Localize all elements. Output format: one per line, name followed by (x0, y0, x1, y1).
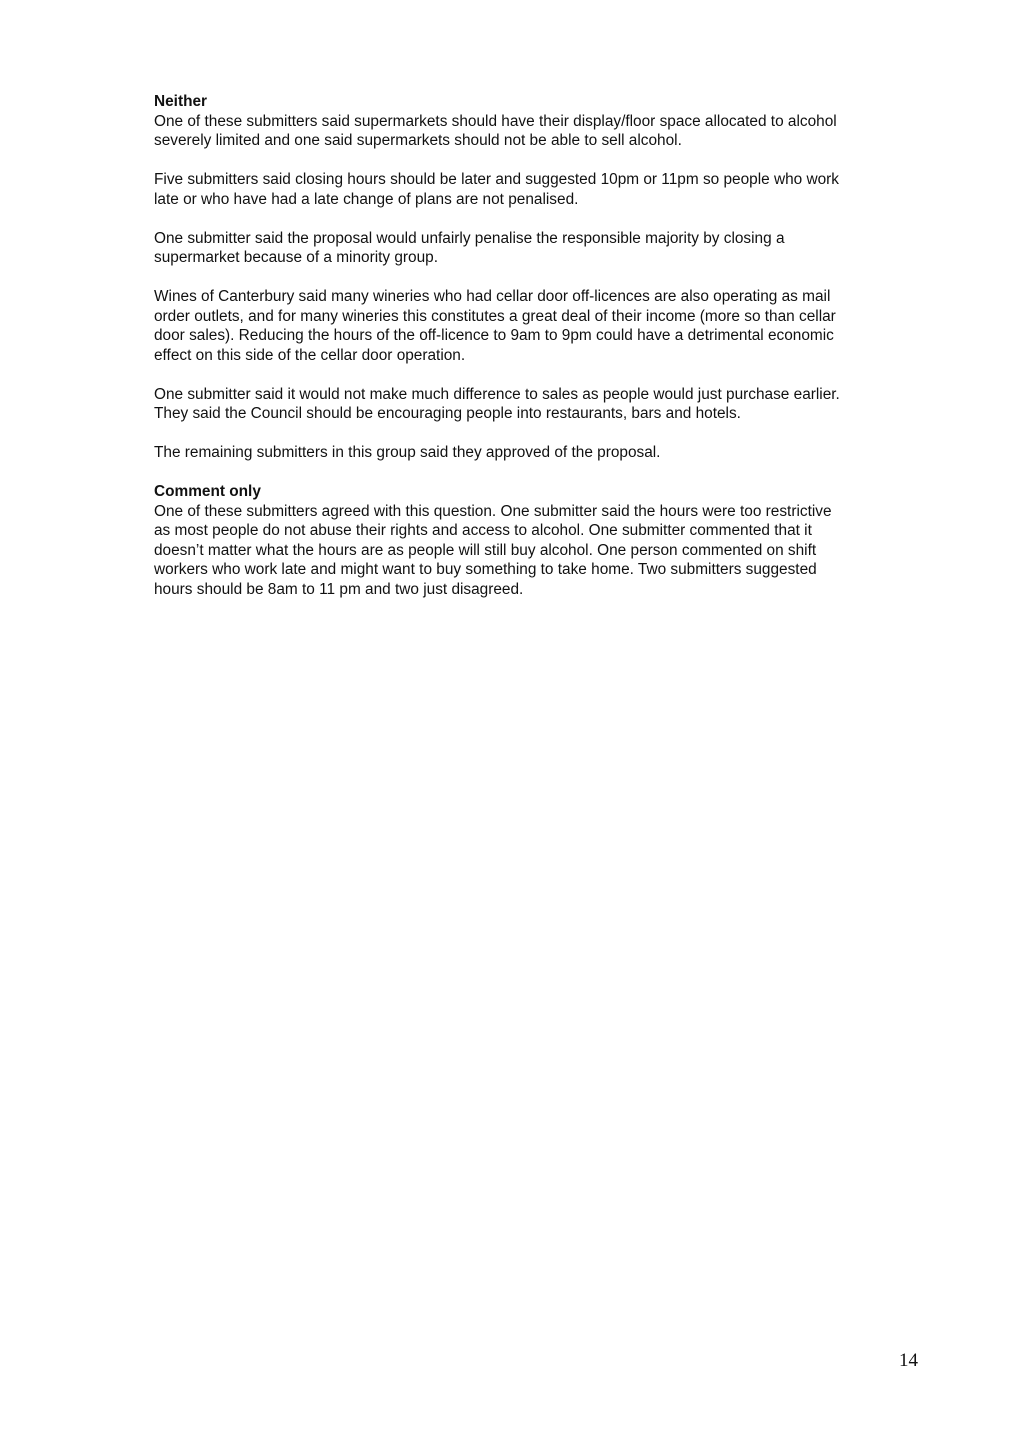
paragraph: One submitter said it would not make much difference to sales as people would just purchase earlier. They said the Council should be encouraging people into restaurants, bars and hotels. (154, 385, 840, 422)
section-heading: Neither (154, 93, 208, 110)
document-body (154, 92, 920, 619)
paragraph: One submitter said the proposal would unfairly penalise the responsible majority by closing a supermarket because of a minority group. (154, 229, 785, 266)
section-heading: Comment only (154, 483, 261, 500)
section-neither (154, 92, 920, 463)
paragraph: The remaining submitters in this group said they approved of the proposal. (154, 444, 661, 461)
paragraph: Five submitters said closing hours should be later and suggested 10pm or 11pm so people who work late or who have had a late change of plans are not penalised. (154, 171, 839, 208)
paragraph: One of these submitters agreed with this question. One submitter said the hours were too restrictive as most people do not abuse their rights and access to alcohol. One submitter commented that it doesn’t matter what the hours are as people will still buy alcohol. One person commented on shift workers who work late and might want to buy something to take home. Two submitters suggested hours should be 8am to 11 pm and two just disagreed. (154, 502, 832, 598)
paragraph: One of these submitters said supermarkets should have their display/floor space allocated to alcohol severely limited and one said supermarkets should not be able to sell alcohol. (154, 112, 837, 149)
paragraph: Wines of Canterbury said many wineries who had cellar door off-licences are also operating as mail order outlets, and for many wineries this constitutes a great deal of their income (more so than cellar door sales). Reducing the hours of the off-licence to 9am to 9pm could have a detrimental economic effect on this side of the cellar door operation. (154, 288, 836, 364)
section-comment-only (154, 482, 920, 599)
page-number: 14 (899, 1350, 918, 1371)
